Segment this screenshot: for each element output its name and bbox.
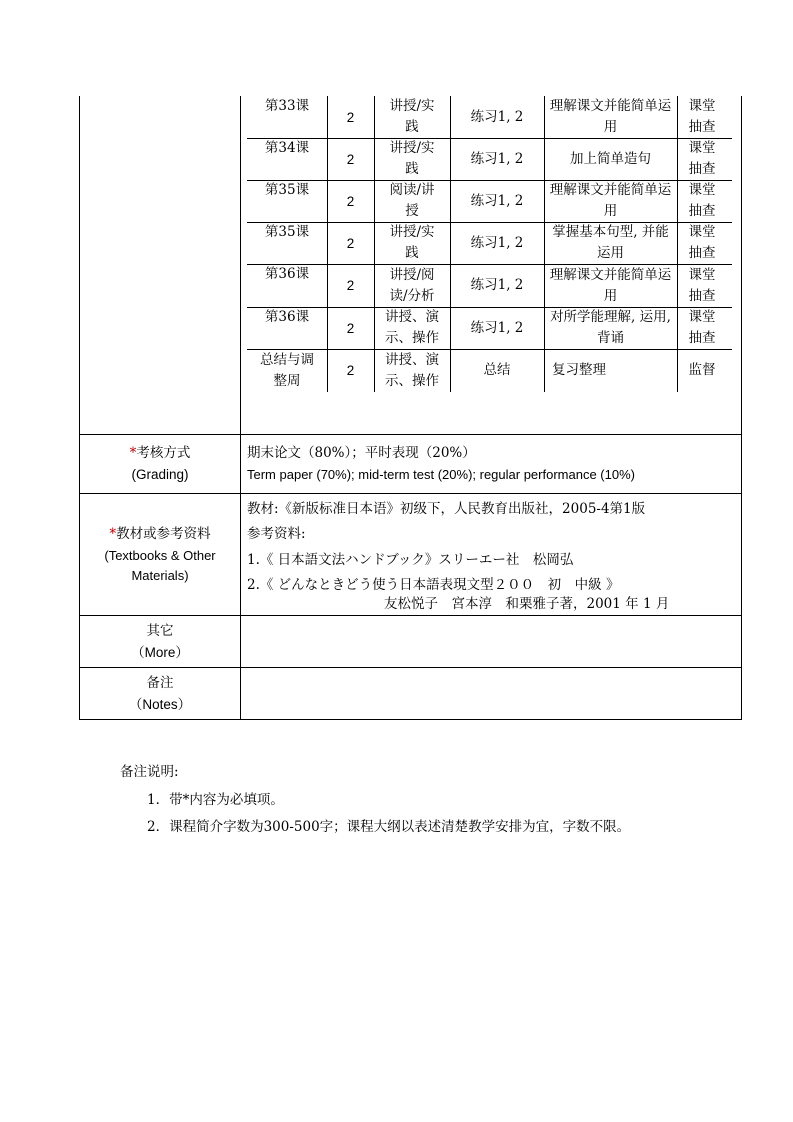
schedule-goal: 理解课文并能简单运用 [549, 98, 672, 135]
notes-label-cn: 备注 [146, 675, 174, 691]
grading-text-cn: 期末论文（80%）；平时表现（20%） [247, 445, 476, 461]
schedule-lesson: 第36课 [264, 266, 310, 282]
footnote-2: 2．课程简介字数为300-500字；课程大纲以表述清楚教学安排为宜，字数不限。 [147, 819, 631, 835]
schedule-hours: 2 [346, 151, 355, 167]
schedule-goal: 掌握基本句型, 并能运用 [552, 224, 669, 261]
schedule-lesson: 第34课 [264, 140, 310, 156]
more-label-en: （More） [131, 645, 189, 660]
schedule-hours: 2 [346, 193, 355, 209]
textbooks-label-en-2: Materials) [131, 568, 189, 583]
schedule-method: 讲授、演示、操作 [385, 309, 439, 346]
schedule-assessment: 课堂抽查 [688, 98, 716, 135]
schedule-lesson: 第35课 [264, 182, 310, 198]
schedule-hours: 2 [346, 109, 355, 125]
textbooks-label-en-1: (Textbooks & Other [104, 548, 216, 563]
section-divider [79, 615, 742, 616]
schedule-method: 讲授/阅读/分析 [389, 266, 435, 304]
schedule-lesson: 第33课 [264, 98, 310, 114]
grading-label [80, 443, 240, 464]
schedule-method: 讲授/实践 [389, 224, 435, 261]
schedule-goal: 对所学能理解, 运用, 背诵 [550, 309, 671, 346]
reference-2-authors: 友松悦子 宮本淳 和栗雅子著，2001 年 1 月 [384, 596, 670, 612]
schedule-homework: 练习1, 2 [470, 319, 524, 336]
schedule-homework: 练习1, 2 [470, 234, 524, 251]
schedule-lesson: 第35课 [264, 224, 310, 240]
column-divider [240, 96, 241, 720]
schedule-lesson: 总结与调整周 [260, 351, 314, 389]
reference-1: 1.《 日本語文法ハンドブック》スリーエー社 松岡弘 [247, 552, 574, 568]
required-star: * [109, 526, 117, 542]
schedule-goal: 理解课文并能简单运用 [549, 182, 672, 219]
textbook-main: 教材:《新版标准日本语》初级下，人民教育出版社，2005-4第1版 [247, 501, 646, 517]
references-heading: 参考资料: [247, 526, 306, 542]
schedule-assessment: 课堂抽查 [688, 182, 716, 219]
schedule-homework: 练习1, 2 [470, 150, 524, 167]
more-label-cn: 其它 [146, 623, 174, 639]
schedule-method: 讲授、演示、操作 [385, 351, 439, 389]
schedule-homework: 总结 [483, 362, 511, 378]
section-divider [79, 493, 742, 494]
schedule-homework: 练习1, 2 [470, 277, 524, 293]
schedule-goal: 理解课文并能简单运用 [549, 266, 672, 304]
schedule-assessment: 课堂抽查 [688, 266, 716, 304]
schedule-hours: 2 [346, 320, 355, 336]
schedule-col-line [544, 96, 545, 392]
section-divider [79, 667, 742, 668]
schedule-col-line [677, 96, 678, 392]
grading-label-cn: 考核方式 [136, 445, 191, 461]
schedule-assessment: 监督 [688, 362, 716, 378]
grading-label-en: (Grading) [131, 467, 189, 482]
schedule-hours: 2 [346, 363, 355, 378]
schedule-goal: 加上简单造句 [570, 150, 651, 167]
schedule-assessment: 课堂抽查 [688, 309, 716, 346]
schedule-hours: 2 [346, 278, 355, 293]
footnotes-title: 备注说明: [120, 764, 179, 780]
schedule-homework: 练习1, 2 [470, 108, 524, 125]
textbooks-label [80, 524, 240, 545]
required-star: * [129, 445, 137, 461]
schedule-assessment: 课堂抽查 [688, 224, 716, 261]
schedule-method: 阅读/讲授 [389, 182, 435, 219]
schedule-col-line [374, 96, 375, 392]
footnote-1: 1．带*内容为必填项。 [147, 792, 284, 808]
grading-text-en: Term paper (70%); mid-term test (20%); regular performance (10%) [247, 467, 635, 482]
textbooks-label-cn: 教材或参考资料 [116, 526, 211, 542]
schedule-method: 讲授/实践 [389, 98, 435, 135]
schedule-hours: 2 [346, 235, 355, 251]
schedule-method: 讲授/实践 [389, 140, 435, 177]
schedule-assessment: 课堂抽查 [688, 140, 716, 177]
reference-2: 2.《 どんなときどう使う日本語表現文型２００ 初 中級 》 [247, 577, 620, 593]
schedule-homework: 练习1, 2 [470, 192, 524, 209]
schedule-goal: 复习整理 [552, 362, 606, 378]
notes-label-en: （Notes） [128, 697, 192, 712]
section-divider [79, 434, 742, 435]
schedule-lesson: 第36课 [264, 309, 310, 325]
